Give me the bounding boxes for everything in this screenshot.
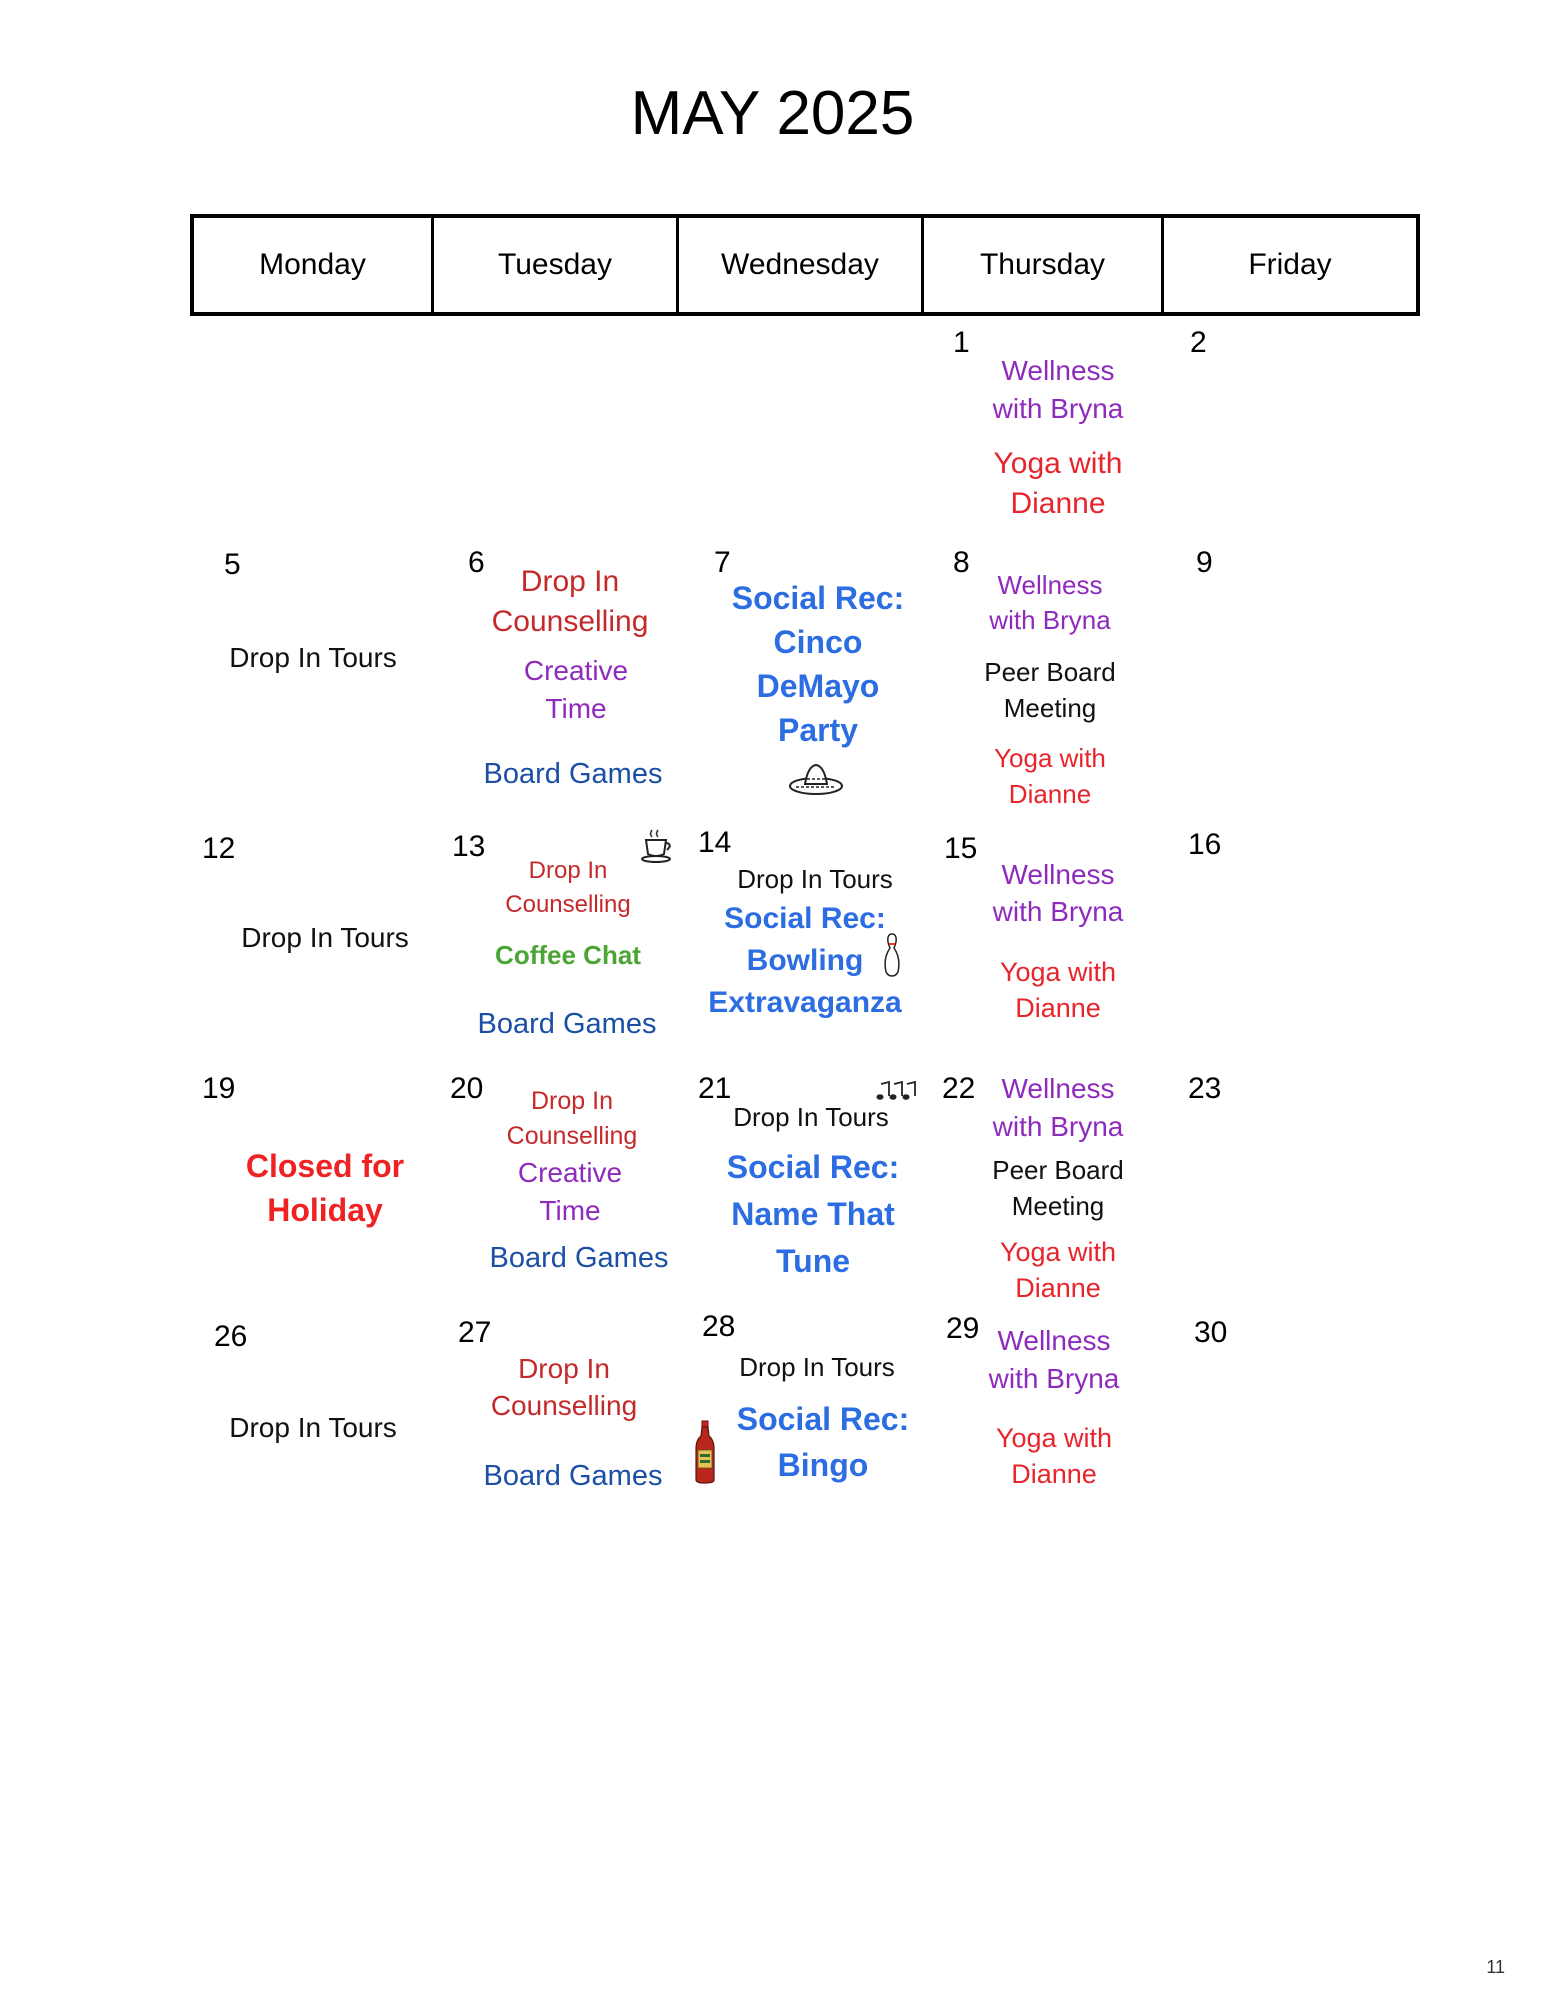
page-number: 11	[1486, 1957, 1505, 1977]
event-creative-time: Creative Time	[523, 655, 629, 724]
day-number: 8	[953, 546, 970, 579]
day-number: 2	[1190, 326, 1207, 359]
event-social-rec-cinco-demayo: Social Rec: Cinco DeMayo Party	[731, 580, 905, 748]
day-number: 5	[224, 548, 241, 581]
page-title: MAY 2025	[630, 79, 915, 148]
event-drop-in-tours: Drop In Tours	[229, 642, 397, 673]
day-number: 27	[458, 1316, 492, 1349]
weekday-wednesday: Wednesday	[679, 218, 924, 312]
day-number: 1	[953, 326, 970, 359]
event-wellness: Wellness with Bryna	[992, 355, 1124, 424]
day-number: 7	[714, 546, 731, 579]
day-number: 21	[698, 1072, 732, 1105]
event-wellness: Wellness with Bryna	[989, 570, 1111, 635]
event-coffee-chat: Coffee Chat	[495, 940, 641, 970]
event-drop-in-tours: Drop In Tours	[739, 1352, 895, 1382]
event-board-games: Board Games	[489, 1242, 669, 1274]
weekday-friday: Friday	[1248, 248, 1332, 281]
event-social-rec-bowling: Social Rec: Bowling Extravaganza	[708, 902, 902, 1019]
event-peer-board-meeting: Peer Board Meeting	[992, 1155, 1124, 1221]
event-drop-in-counselling: Drop In Counselling	[505, 857, 631, 918]
event-yoga: Yoga with Dianne	[999, 1237, 1117, 1303]
event-wellness: Wellness with Bryna	[992, 859, 1124, 927]
day-number: 15	[944, 832, 978, 865]
event-board-games: Board Games	[483, 1460, 663, 1492]
day-number: 22	[942, 1072, 976, 1105]
event-yoga: Yoga with Dianne	[995, 1423, 1113, 1489]
event-drop-in-tours: Drop In Tours	[737, 864, 893, 894]
event-yoga: Yoga with Dianne	[994, 743, 1106, 809]
event-drop-in-tours: Drop In Tours	[241, 922, 409, 953]
event-closed-for-holiday: Closed for Holiday	[245, 1148, 405, 1228]
event-drop-in-tours: Drop In Tours	[229, 1412, 397, 1443]
day-number: 9	[1196, 546, 1213, 579]
day-number: 13	[452, 830, 486, 863]
event-drop-in-tours: Drop In Tours	[733, 1102, 889, 1132]
event-social-rec-name-that-tune: Social Rec: Name That Tune	[726, 1149, 900, 1279]
day-number: 26	[214, 1320, 248, 1353]
day-number: 23	[1188, 1072, 1222, 1105]
event-social-rec-bingo: Social Rec: Bingo	[736, 1401, 910, 1483]
event-drop-in-counselling: Drop In Counselling	[506, 1087, 638, 1150]
weekday-tuesday: Tuesday	[434, 218, 679, 312]
weekday-thursday: Thursday	[924, 218, 1164, 312]
event-wellness: Wellness with Bryna	[992, 1073, 1124, 1142]
event-creative-time: Creative Time	[517, 1157, 623, 1226]
bottle-icon	[694, 1420, 716, 1484]
sombrero-icon	[788, 762, 844, 796]
day-number: 30	[1194, 1316, 1228, 1349]
weekday-monday: Monday	[194, 218, 434, 312]
day-number: 6	[468, 546, 485, 579]
day-number: 16	[1188, 828, 1222, 861]
event-yoga: Yoga with Dianne	[999, 957, 1117, 1023]
bowling-pin-icon	[882, 932, 902, 978]
event-drop-in-counselling: Drop In Counselling	[490, 1353, 638, 1421]
event-board-games: Board Games	[483, 758, 663, 790]
event-drop-in-counselling: Drop In Counselling	[491, 565, 649, 638]
event-board-games: Board Games	[477, 1008, 657, 1040]
day-number: 14	[698, 826, 732, 859]
day-number: 12	[202, 832, 236, 865]
event-peer-board-meeting: Peer Board Meeting	[984, 657, 1116, 723]
day-number: 29	[946, 1312, 980, 1345]
music-notes-icon	[876, 1078, 916, 1102]
weekday-header	[190, 214, 1420, 316]
day-number: 19	[202, 1072, 236, 1105]
day-number: 20	[450, 1072, 484, 1105]
event-yoga: Yoga with Dianne	[993, 447, 1123, 520]
day-number: 28	[702, 1310, 736, 1343]
event-wellness: Wellness with Bryna	[988, 1325, 1120, 1394]
